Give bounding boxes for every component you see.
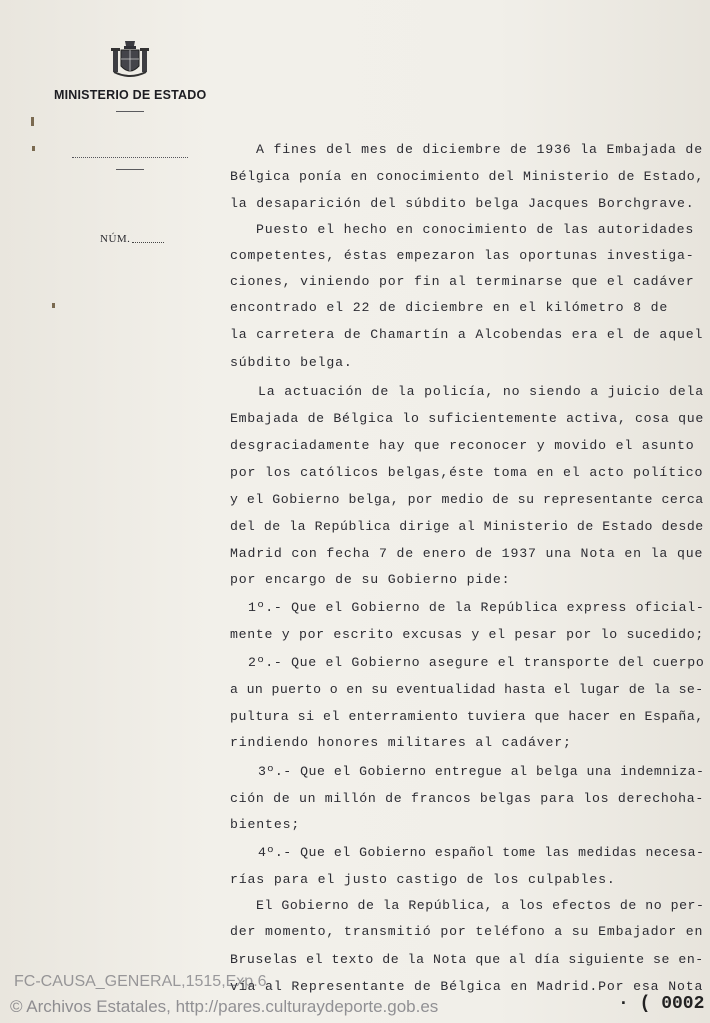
ministry-heading: MINISTERIO DE ESTADO xyxy=(54,88,207,102)
text-line: ción de un millón de francos belgas para los derechoha- xyxy=(230,791,705,806)
text-line: El Gobierno de la República, a los efectos de no per- xyxy=(256,898,705,913)
text-line: por encargo de su Gobierno pide: xyxy=(230,572,511,587)
text-line: competentes, éstas empezaron las oportunas investiga- xyxy=(230,248,695,263)
text-line: a un puerto o en su eventualidad hasta el lugar de la se- xyxy=(230,682,704,697)
text-line: desgraciadamente hay que reconocer y movido el asunto xyxy=(230,438,695,453)
number-label: NÚM. xyxy=(100,233,131,245)
page-number-stamp: · ( 0002 xyxy=(618,994,705,1014)
text-line: Bruselas el texto de la Nota que al día siguiente se en- xyxy=(230,952,704,967)
text-line: súbdito belga. xyxy=(230,355,353,370)
text-line: 1º.- Que el Gobierno de la República express oficial- xyxy=(248,600,705,615)
text-line: A fines del mes de diciembre de 1936 la Embajada de xyxy=(256,142,703,157)
text-line: rindiendo honores militares al cadáver; xyxy=(230,735,572,750)
text-line: ciones, viniendo por fin al terminarse que el cadáver xyxy=(230,274,695,289)
text-line: 3º.- Que el Gobierno entregue al belga una indemniza- xyxy=(258,764,705,779)
margin-mark xyxy=(31,117,34,126)
reference-dotted-line xyxy=(72,157,188,158)
text-line: Puesto el hecho en conocimiento de las autoridades xyxy=(256,222,695,237)
margin-mark xyxy=(52,303,55,308)
text-line: La actuación de la policía, no siendo a juicio dela xyxy=(258,384,704,399)
text-line: Embajada de Bélgica lo suficientemente activa, cosa que xyxy=(230,411,705,426)
heading-underline xyxy=(116,111,144,112)
reference-underline xyxy=(116,169,144,170)
text-line: bientes; xyxy=(230,817,301,832)
text-line: der momento, transmitió por teléfono a su Embajador en xyxy=(230,924,704,939)
spanish-coat-of-arms-icon xyxy=(108,38,152,82)
text-line: la carretera de Chamartín a Alcobendas era el de aquel xyxy=(230,327,704,342)
text-line: la desaparición del súbdito belga Jacques Borchgrave. xyxy=(230,196,695,211)
text-line: encontrado el 22 de diciembre en el kilómetro 8 de xyxy=(230,300,669,315)
margin-mark xyxy=(32,146,35,151)
text-line: rías para el justo castigo de los culpables. xyxy=(230,872,616,887)
text-line: 2º.- Que el Gobierno asegure el transporte del cuerpo xyxy=(248,655,705,670)
text-line: Bélgica ponía en conocimiento del Ministerio de Estado, xyxy=(230,169,705,184)
archive-reference-watermark: FC-CAUSA_GENERAL,1515,Exp.6 xyxy=(14,973,267,990)
text-line: pultura si el enterramiento tuviera que hacer en España, xyxy=(230,709,704,724)
text-line: Madrid con fecha 7 de enero de 1937 una Nota en la que xyxy=(230,546,704,561)
text-line: 4º.- Que el Gobierno español tome las medidas necesa- xyxy=(258,845,705,860)
text-line: del de la República dirige al Ministerio de Estado desde xyxy=(230,519,704,534)
text-line: vía al Representante de Bélgica en Madrid.Por esa Nota xyxy=(230,979,704,994)
text-line: y el Gobierno belga, por medio de su representante cerca xyxy=(230,492,704,507)
number-dotted-line xyxy=(132,242,164,243)
copyright-watermark: © Archivos Estatales, http://pares.culturaydeporte.gob.es xyxy=(10,997,439,1016)
text-line: mente y por escrito excusas y el pesar por lo sucedido; xyxy=(230,627,705,642)
text-line: por los católicos belgas,éste toma en el acto político xyxy=(230,465,704,480)
